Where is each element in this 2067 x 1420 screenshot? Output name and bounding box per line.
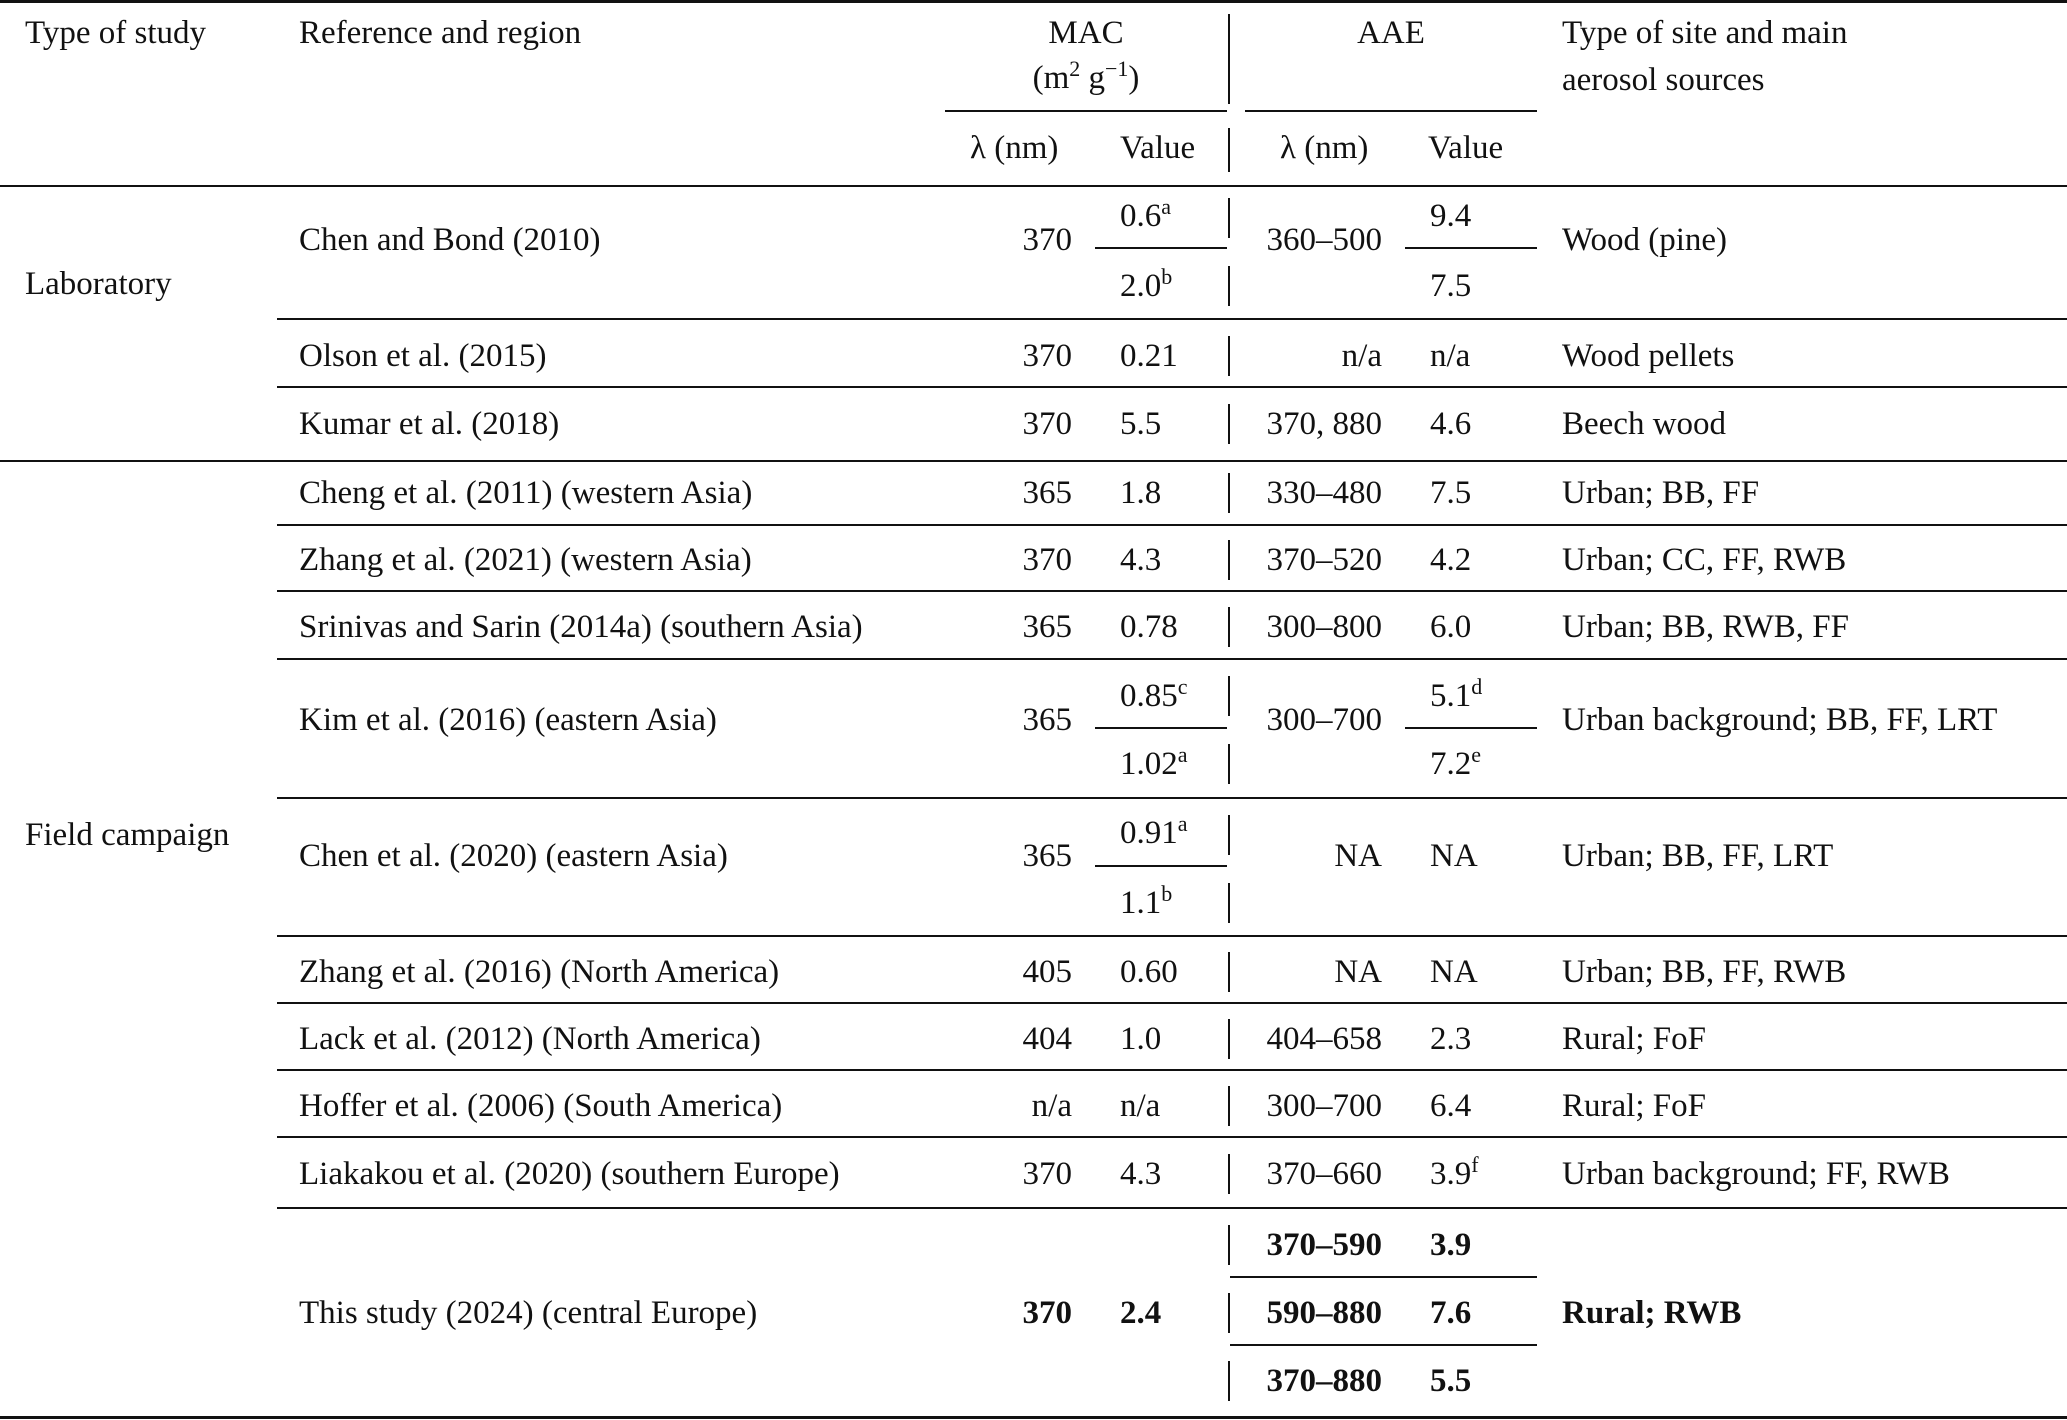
vbar-kumar: [1228, 404, 1230, 444]
header-mac: MAC: [1048, 15, 1124, 51]
mac-lambda-cell: 365: [1022, 838, 1072, 874]
kim-mac-split: [1095, 727, 1227, 729]
mac-lambda-cell: 370: [1022, 222, 1072, 258]
table-row-ref: Kumar et al. (2018): [299, 406, 560, 442]
field-row4-rule: [277, 797, 2067, 799]
aae-lambda-cell: 300–800: [1266, 609, 1382, 645]
field-row9-rule: [277, 1207, 2067, 1209]
site-cell: Rural; RWB: [1562, 1295, 1742, 1331]
vbar-kim-2: [1228, 744, 1230, 784]
site-cell: Wood pellets: [1562, 338, 1735, 374]
mac-lambda-cell: 370: [1022, 1295, 1072, 1331]
field-row5-rule: [277, 935, 2067, 937]
table-row-ref: Chen et al. (2020) (eastern Asia): [299, 838, 728, 874]
chen-bond-mac-split: [1095, 247, 1227, 249]
vbar-srinivas: [1228, 607, 1230, 647]
aae-value-cell: 4.2: [1430, 542, 1472, 578]
aae-lambda-cell: n/a: [1341, 338, 1382, 374]
mac-lambda-cell: 365: [1022, 609, 1072, 645]
mac-value-cell: 0.6$^a$: [1120, 194, 1172, 234]
field-row1-rule: [277, 524, 2067, 526]
aae-lambda-cell: NA: [1334, 838, 1382, 874]
aae-value-cell: 6.4: [1430, 1088, 1472, 1124]
vbar-chen-bond-1: [1228, 198, 1230, 238]
mac-value-cell: n/a: [1120, 1088, 1161, 1124]
site-cell: Urban; BB, FF, LRT: [1562, 838, 1834, 874]
aae-value-cell: 6.0: [1430, 609, 1472, 645]
site-cell: Urban background; BB, FF, LRT: [1562, 702, 1998, 738]
site-cell: Rural; FoF: [1562, 1088, 1706, 1124]
table-row-ref: This study (2024) (central Europe): [299, 1295, 758, 1331]
this-study-aae-split1: [1230, 1276, 1537, 1278]
aae-value-cell: 5.5: [1430, 1363, 1472, 1399]
header-bottom-rule: [0, 185, 2067, 187]
mac-lambda-cell: 404: [1022, 1021, 1072, 1057]
mac-lambda-cell: 365: [1022, 702, 1072, 738]
group-field-campaign: Field campaign: [25, 817, 230, 853]
vbar-chen2020-1: [1228, 815, 1230, 855]
chen2020-mac-split: [1095, 865, 1227, 867]
header-mac-unit: ($m^2$ $g^{-1}$): [1032, 56, 1140, 96]
aae-lambda-cell: 370–520: [1266, 542, 1382, 578]
mac-value-cell: 0.91$^a$: [1120, 811, 1188, 851]
vbar-chen-bond-2: [1228, 266, 1230, 306]
vbar-zhang2021: [1228, 540, 1230, 580]
mac-value-cell: 0.78: [1120, 609, 1178, 645]
aae-lambda-cell: NA: [1334, 954, 1382, 990]
table-row-ref: Lack et al. (2012) (North America): [299, 1021, 761, 1057]
aae-lambda-cell: 300–700: [1266, 702, 1382, 738]
aae-value-cell: NA: [1430, 954, 1478, 990]
chen-bond-aae-split: [1405, 247, 1537, 249]
aae-value-cell: 9.4: [1430, 198, 1472, 234]
top-rule: [0, 0, 2067, 3]
site-cell: Rural; FoF: [1562, 1021, 1706, 1057]
field-row3-rule: [277, 658, 2067, 660]
table-row-ref: Kim et al. (2016) (eastern Asia): [299, 702, 717, 738]
header-reference-region: Reference and region: [299, 15, 582, 51]
mac-value-cell: 0.60: [1120, 954, 1178, 990]
aae-lambda-cell: 370, 880: [1266, 406, 1382, 442]
mac-lambda-cell: 370: [1022, 542, 1072, 578]
vbar-liakakou: [1228, 1154, 1230, 1194]
mac-lambda-cell: n/a: [1031, 1088, 1072, 1124]
header-mac-value: Value: [1120, 130, 1196, 166]
lab-row1-rule: [277, 318, 2067, 320]
aae-lambda-cell: 370–590: [1266, 1227, 1382, 1263]
mac-value-cell: 1.8: [1120, 475, 1162, 511]
site-cell: Urban; BB, FF: [1562, 475, 1760, 511]
mac-lambda-cell: 370: [1022, 1156, 1072, 1192]
mac-value-cell: 4.3: [1120, 542, 1162, 578]
aae-value-cell: 3.9$^f$: [1430, 1152, 1479, 1192]
field-row2-rule: [277, 590, 2067, 592]
vbar-olson: [1228, 336, 1230, 376]
mac-value-cell: 0.85$^c$: [1120, 674, 1188, 714]
kim-aae-split: [1405, 727, 1537, 729]
header-site-line1: Type of site and main: [1562, 15, 1848, 51]
header-site-line2: aerosol sources: [1562, 62, 1765, 98]
site-cell: Wood (pine): [1562, 222, 1728, 258]
aae-value-cell: 3.9: [1430, 1227, 1472, 1263]
header-mac-lambda: λ (nm): [970, 130, 1059, 166]
bottom-rule: [0, 1416, 2067, 1419]
this-study-aae-split2: [1230, 1344, 1537, 1346]
vbar-header-top: [1228, 14, 1230, 104]
mac-value-cell: 1.0: [1120, 1021, 1162, 1057]
mac-lambda-cell: 405: [1022, 954, 1072, 990]
vbar-header-sub: [1228, 128, 1230, 172]
table-row-ref: Srinivas and Sarin (2014a) (southern Asia): [299, 609, 863, 645]
mac-value-cell: 4.3: [1120, 1156, 1162, 1192]
site-cell: Beech wood: [1562, 406, 1727, 442]
aae-value-cell: n/a: [1430, 338, 1471, 374]
group-divider-rule: [0, 460, 2067, 462]
field-row8-rule: [277, 1136, 2067, 1138]
mac-value-cell: 5.5: [1120, 406, 1162, 442]
table-row-ref: Zhang et al. (2021) (western Asia): [299, 542, 752, 578]
site-cell: Urban; BB, RWB, FF: [1562, 609, 1849, 645]
mac-header-rule: [945, 110, 1227, 112]
site-cell: Urban background; FF, RWB: [1562, 1156, 1950, 1192]
table-row-ref: Zhang et al. (2016) (North America): [299, 954, 780, 990]
aae-value-cell: 2.3: [1430, 1021, 1472, 1057]
field-row6-rule: [277, 1002, 2067, 1004]
aae-value-cell: 5.1$^d$: [1430, 674, 1483, 714]
mac-value-cell: 1.1$^b$: [1120, 881, 1173, 921]
aae-header-rule: [1245, 110, 1537, 112]
aae-lambda-cell: 370–660: [1266, 1156, 1382, 1192]
header-aae-lambda: λ (nm): [1280, 130, 1369, 166]
aae-value-cell: 7.5: [1430, 475, 1472, 511]
mac-value-cell: 1.02$^a$: [1120, 742, 1188, 782]
aae-value-cell: 7.5: [1430, 268, 1472, 304]
vbar-lack: [1228, 1019, 1230, 1059]
mac-value-cell: 2.0$^b$: [1120, 264, 1173, 304]
aae-value-cell: 7.2e: [1430, 742, 1482, 782]
site-cell: Urban; BB, FF, RWB: [1562, 954, 1847, 990]
vbar-chen2020-2: [1228, 883, 1230, 923]
table-row-ref: Liakakou et al. (2020) (southern Europe): [299, 1156, 840, 1192]
vbar-this-study-3: [1228, 1361, 1230, 1401]
group-laboratory: Laboratory: [25, 266, 172, 302]
vbar-this-study-2: [1228, 1293, 1230, 1333]
mac-lambda-cell: 370: [1022, 338, 1072, 374]
mac-lambda-cell: 370: [1022, 406, 1072, 442]
vbar-kim-1: [1228, 676, 1230, 716]
vbar-this-study-1: [1228, 1225, 1230, 1265]
table-row-ref: Chen and Bond (2010): [299, 222, 601, 258]
aae-lambda-cell: 404–658: [1266, 1021, 1382, 1057]
site-cell: Urban; CC, FF, RWB: [1562, 542, 1847, 578]
aae-lambda-cell: 370–880: [1266, 1363, 1382, 1399]
header-type-of-study: Type of study: [25, 15, 207, 51]
header-aae: AAE: [1357, 15, 1425, 51]
vbar-hoffer: [1228, 1086, 1230, 1126]
header-aae-value: Value: [1428, 130, 1504, 166]
mac-lambda-cell: 365: [1022, 475, 1072, 511]
aae-value-cell: NA: [1430, 838, 1478, 874]
lab-row2-rule: [277, 386, 2067, 388]
mac-value-cell: 0.21: [1120, 338, 1178, 374]
table-row-ref: Cheng et al. (2011) (western Asia): [299, 475, 753, 511]
field-row7-rule: [277, 1069, 2067, 1071]
vbar-cheng: [1228, 473, 1230, 513]
aae-value-cell: 4.6: [1430, 406, 1472, 442]
aae-lambda-cell: 300–700: [1266, 1088, 1382, 1124]
aae-lambda-cell: 330–480: [1266, 475, 1382, 511]
mac-value-cell: 2.4: [1120, 1295, 1162, 1331]
aae-value-cell: 7.6: [1430, 1295, 1472, 1331]
table-row-ref: Hoffer et al. (2006) (South America): [299, 1088, 783, 1124]
aae-lambda-cell: 360–500: [1266, 222, 1382, 258]
table-row-ref: Olson et al. (2015): [299, 338, 547, 374]
vbar-zhang2016: [1228, 952, 1230, 992]
aae-lambda-cell: 590–880: [1266, 1295, 1382, 1331]
